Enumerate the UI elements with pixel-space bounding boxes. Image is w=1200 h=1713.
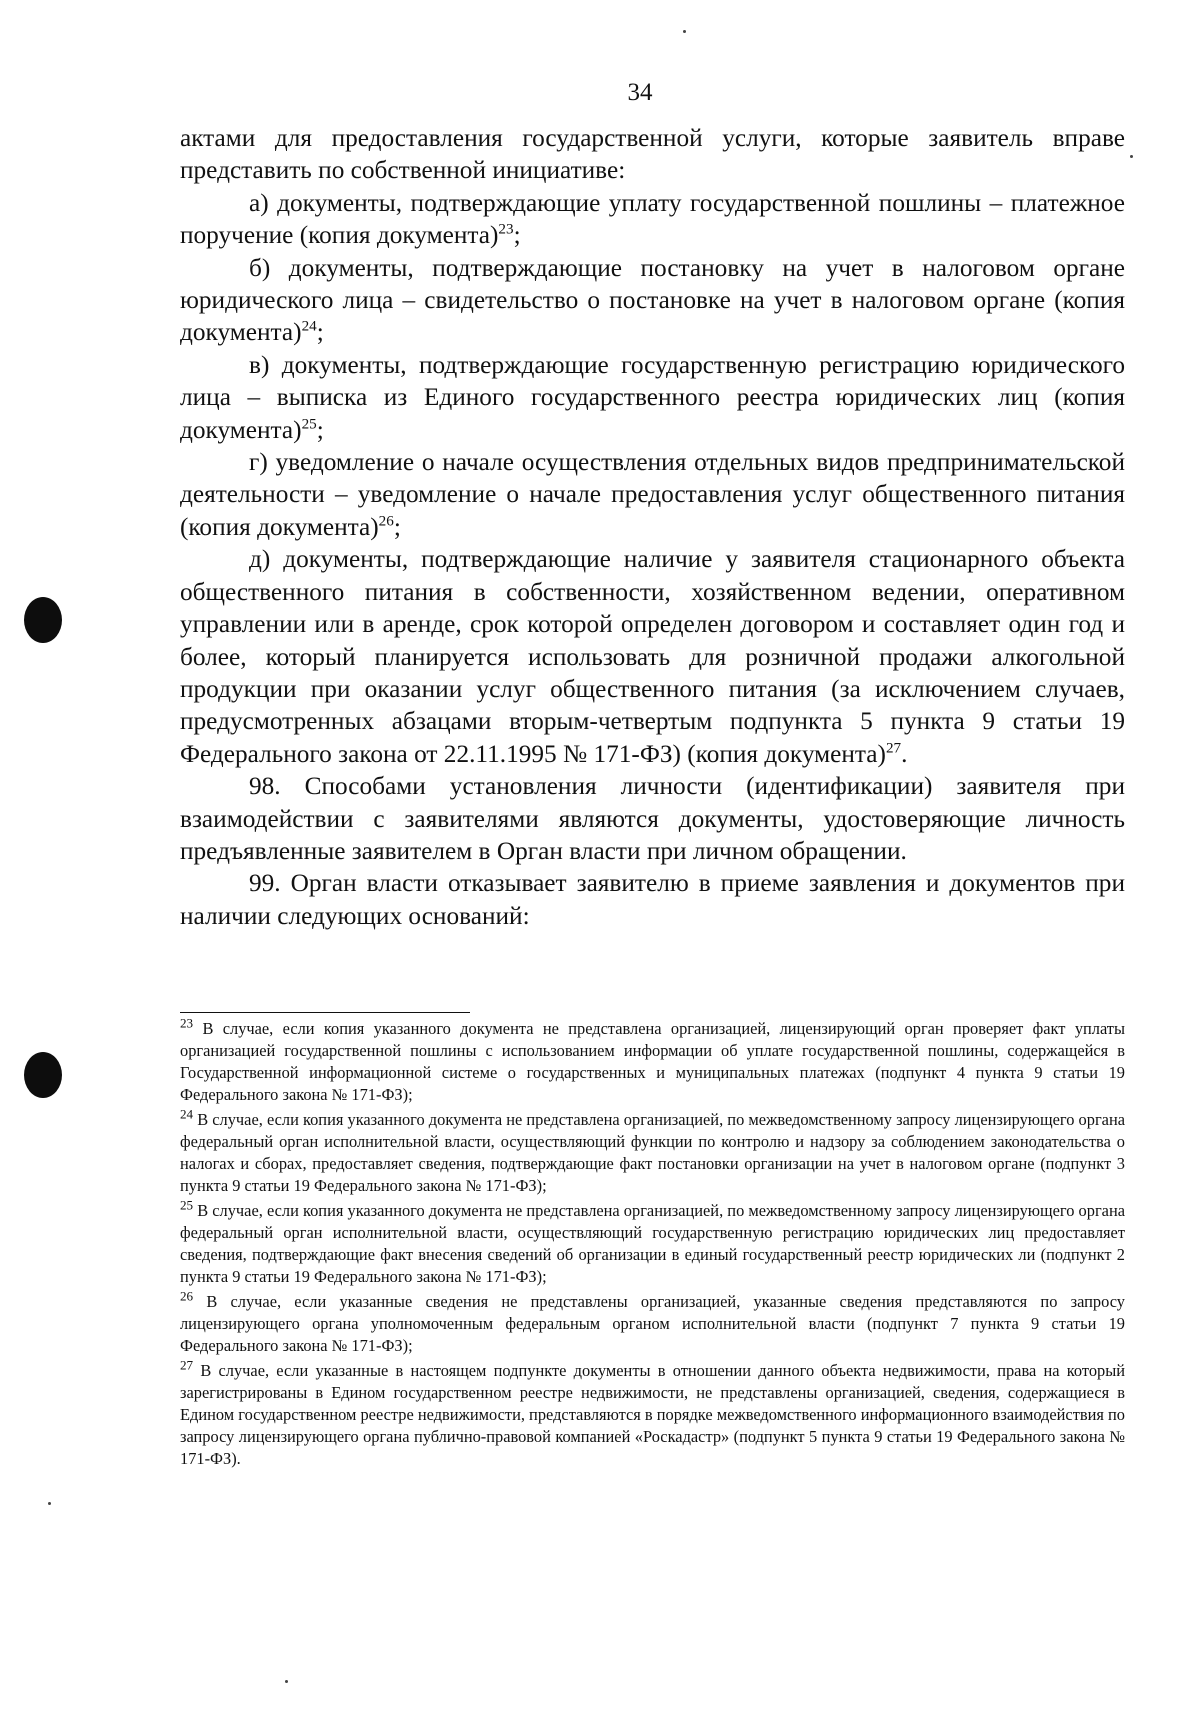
paragraph [180, 446, 1125, 543]
footnote-reference[interactable]: 27 [885, 739, 902, 757]
paragraph-text: ; [316, 415, 324, 444]
scan-speck [48, 1502, 51, 1505]
punch-hole-mark [24, 597, 62, 643]
paragraph [180, 349, 1125, 446]
paragraph-text: в) документы, подтверждающие государственную регистрацию юридического лица – выписка из Единого государственного реестра юридических лиц (копия документа) [180, 350, 1125, 444]
paragraph-text: г) уведомление о начале осуществления отдельных видов предпринимательской деятельности – уведомление о начале предоставления услуг общественного питания (копия документа) [180, 448, 1125, 541]
footnote-text: В случае, если указанные сведения не представлены организацией, указанные сведения представляются по запросу лицензирующего органа уполномоченным федеральным органом исполнительной власти (подпункт 7 пункта 9 статьи 19 Федерального закона № 171-ФЗ); [180, 1292, 1125, 1355]
paragraph-text: ; [513, 221, 521, 250]
paragraph [180, 867, 1125, 932]
paragraph [180, 770, 1125, 867]
paragraph-text: 99. Орган власти отказывает заявителю в приеме заявления и документов при наличии следующих оснований: [180, 869, 1125, 930]
footnote-text: В случае, если копия указанного документа не представлена организацией, лицензирующий орган проверяет факт уплаты организацией государственной пошлины с использованием информации об уплате государственной пошлины, содержащейся в Государственной информационной системе о государственных и муниципальных платежах (подпункт 4 пункта 9 статьи 19 Федерального закона № 171-ФЗ); [180, 1019, 1125, 1104]
scan-speck [285, 1680, 288, 1683]
footnote-text: В случае, если копия указанного документа не представлена организацией, по межведомственному запросу лицензирующего органа федеральный орган исполнительной власти, осуществляющий государственную регистрацию юридических лиц предоставляет сведения, подтверждающие факт внесения сведений об организации в единый государственный реестр юридических ли (подпункт 2 пункта 9 статьи 19 Федерального закона № 171-ФЗ); [180, 1201, 1125, 1286]
paragraph-text: д) документы, подтверждающие наличие у заявителя стационарного объекта общественного питания в собственности, хозяйственном ведении, оперативном управлении или в аренде, срок которой определен договором и составляет один год и более, который планируется использовать для розничной продажи алкогольной продукции при оказании услуг общественного питания (за исключением случаев, предусмотренных абзацами вторым-четвертым подпункта 5 пункта 9 статьи 19 Федерального закона от 22.11.1995 № 171-ФЗ) (копия документа) [180, 545, 1125, 768]
footnote-number: 26 [180, 1288, 194, 1304]
paragraph-text: ; [316, 318, 324, 347]
page-number: 34 [627, 79, 653, 106]
paragraph [180, 122, 1125, 187]
footnote-reference[interactable]: 25 [301, 415, 317, 433]
scan-speck [683, 30, 686, 33]
paragraph-text: . [901, 739, 908, 768]
footnote-text: В случае, если копия указанного документа не представлена организацией, по межведомственному запросу лицензирующего органа федеральный орган исполнительной власти, осуществляющий функции по контролю и надзору за соблюдением законодательства о налогах и сборах, предоставляет сведения, подтверждающие факт постановки организации на учет в налоговом органе (подпункт 3 пункта 9 статьи 19 Федерального закона № 171-ФЗ); [180, 1110, 1125, 1195]
footnote-reference[interactable]: 26 [378, 512, 394, 530]
scan-speck [1130, 155, 1133, 158]
footnote-number: 23 [180, 1015, 194, 1031]
paragraph [180, 187, 1125, 252]
footnote [180, 1015, 1125, 1106]
footnotes [180, 1015, 1125, 1473]
footnote [180, 1357, 1125, 1470]
footnote [180, 1197, 1125, 1288]
footnote-number: 24 [180, 1106, 194, 1122]
paragraph-text: б) документы, подтверждающие постановку на учет в налоговом органе юридического лица – свидетельство о постановке на учет в налоговом органе (копия документа) [180, 253, 1125, 347]
paragraph [180, 252, 1125, 349]
footnote-text: В случае, если указанные в настоящем подпункте документы в отношении данного объекта недвижимости, права на который зарегистрированы в Едином государственном реестре недвижимости, не представлены организацией, сведения, содержащиеся в Едином государственном реестре недвижимости, представляются в порядке межведомственного информационного взаимодействия по запросу лицензирующего органа публично-правовой компанией «Роскадастр» (подпункт 5 пункта 9 статьи 19 Федерального закона № 171-ФЗ). [180, 1361, 1125, 1468]
footnote-reference[interactable]: 23 [498, 220, 514, 238]
paragraph-text: 98. Способами установления личности (идентификации) заявителя при взаимодействии с заявителями являются документы, удостоверяющие личность предъявленные заявителем в Орган власти при личном обращении. [180, 772, 1125, 865]
paragraph-text: актами для предоставления государственной услуги, которые заявитель вправе представить по собственной инициативе: [180, 124, 1125, 185]
footnote [180, 1106, 1125, 1197]
footnote-number: 25 [180, 1197, 194, 1213]
footnote [180, 1288, 1125, 1357]
paragraph-text: а) документы, подтверждающие уплату государственной пошлины – платежное поручение (копия документа) [180, 188, 1125, 250]
footnote-number: 27 [180, 1357, 194, 1373]
paragraph [180, 543, 1125, 770]
footnote-reference[interactable]: 24 [301, 318, 317, 336]
punch-hole-mark [24, 1052, 62, 1098]
footnote-separator [180, 1012, 470, 1013]
paragraph-text: ; [393, 512, 401, 541]
main-text [180, 122, 1125, 932]
